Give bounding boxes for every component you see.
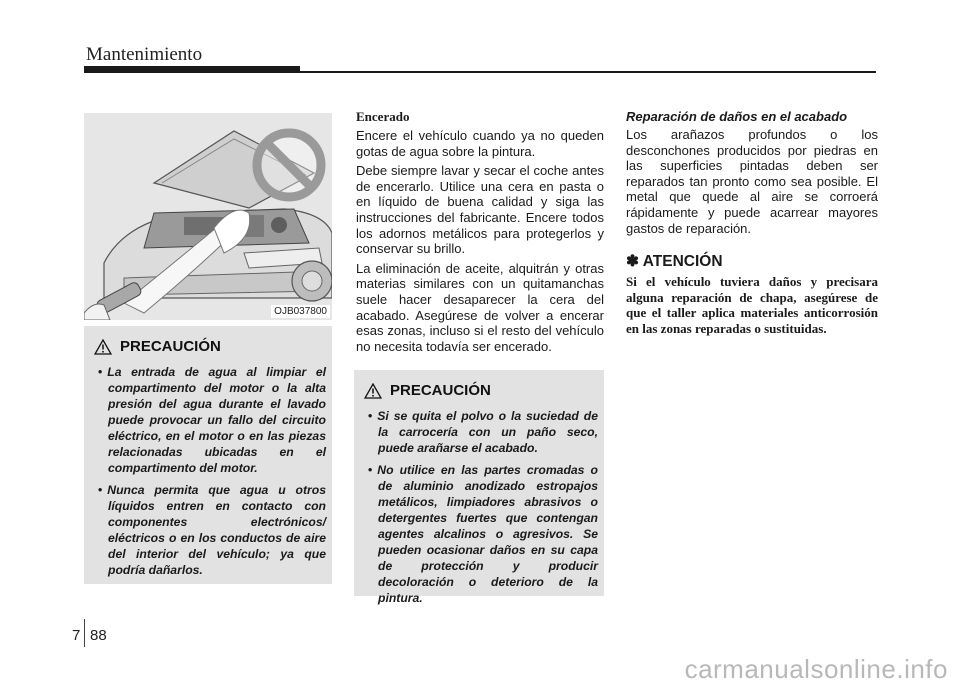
waxing-paragraph: La eliminación de aceite, alquitrán y otras materias similares con un quitamanchas suele hacer desaparecer la cera del acabado. Asegúrese de volver a encerar esas zonas, incluso si el resto del vehículo no necesita todavía ser encerado.	[356, 260, 604, 354]
car-hood-open-illustration	[84, 113, 332, 320]
repair-paragraph: Los arañazos profundos o los desconchones producidos por piedras en las superficies pintadas deben ser reparados tan pronto como sea posible. El metal que quede al aire se corroerá rápidamente y puede acarrear mayores gastos de reparación.	[626, 127, 878, 236]
watermark: carmanualsonline.info	[684, 654, 948, 684]
attention-title: ✽ ATENCIÓN	[626, 253, 723, 271]
footer-divider	[84, 619, 85, 647]
caution-list	[362, 408, 598, 612]
caution-title: PRECAUCIÓN	[120, 338, 221, 355]
warning-triangle-icon	[364, 383, 382, 399]
caution-box-finish	[354, 370, 604, 605]
waxing-heading: Encerado	[356, 109, 410, 124]
repair-section	[626, 109, 878, 337]
chapter-number: 7	[72, 627, 81, 644]
caution-item: • Nunca permita que agua u otros líquidos entren en contacto con componentes electrónicos/ eléctricos o en los conductos de aire del interior del vehículo; ya que podría dañarlos.	[92, 482, 326, 578]
repair-heading: Reparación de daños en el acabado	[626, 109, 848, 124]
waxing-paragraph: Encere el vehículo cuando ya no queden gotas de agua sobre la pintura.	[356, 128, 604, 159]
warning-triangle-icon	[94, 339, 112, 355]
caution-header	[364, 382, 491, 399]
engine-wash-illustration	[84, 113, 332, 320]
header-rule	[300, 71, 876, 73]
caution-title: PRECAUCIÓN	[390, 382, 491, 399]
caution-header	[94, 338, 221, 355]
waxing-section	[356, 109, 604, 358]
caution-box-engine-wash	[84, 326, 332, 584]
figure-code: OJB037800	[271, 305, 330, 318]
waxing-paragraph: Debe siempre lavar y secar el coche antes de encerarlo. Utilice una cera en pasta o en líquido de buena calidad y siga las instrucciones del fabricante. Encere todos los adornos metálicos para protegerlos y conservar su brillo.	[356, 163, 604, 257]
section-title: Mantenimiento	[86, 44, 203, 65]
caution-item: • No utilice en las partes cromadas o de aluminio anodizado estropajos metálicos, limpiadores abrasivos o detergentes fuertes que contengan agentes alcalinos o agresivos. Se pueden ocasionar daños en su capa de protección y producir decoloración o deterioro de la pintura.	[362, 462, 598, 606]
page-number: 88	[90, 627, 107, 644]
header-bar	[84, 66, 300, 73]
caution-item: • Si se quita el polvo o la suciedad de la carrocería con un paño seco, puede arañarse el acabado.	[362, 408, 598, 456]
attention-text: Si el vehículo tuviera daños y precisara alguna reparación de chapa, asegúrese de que el taller aplica materiales anticorrosión en las zonas reparadas o sustituidas.	[626, 274, 878, 336]
caution-list	[92, 364, 326, 584]
caution-item: • La entrada de agua al limpiar el compartimento del motor o la alta presión del agua durante el lavado puede provocar un fallo del circuito eléctrico, en el motor o en las piezas relacionadas ubicadas en el compartimento del motor.	[92, 364, 326, 476]
